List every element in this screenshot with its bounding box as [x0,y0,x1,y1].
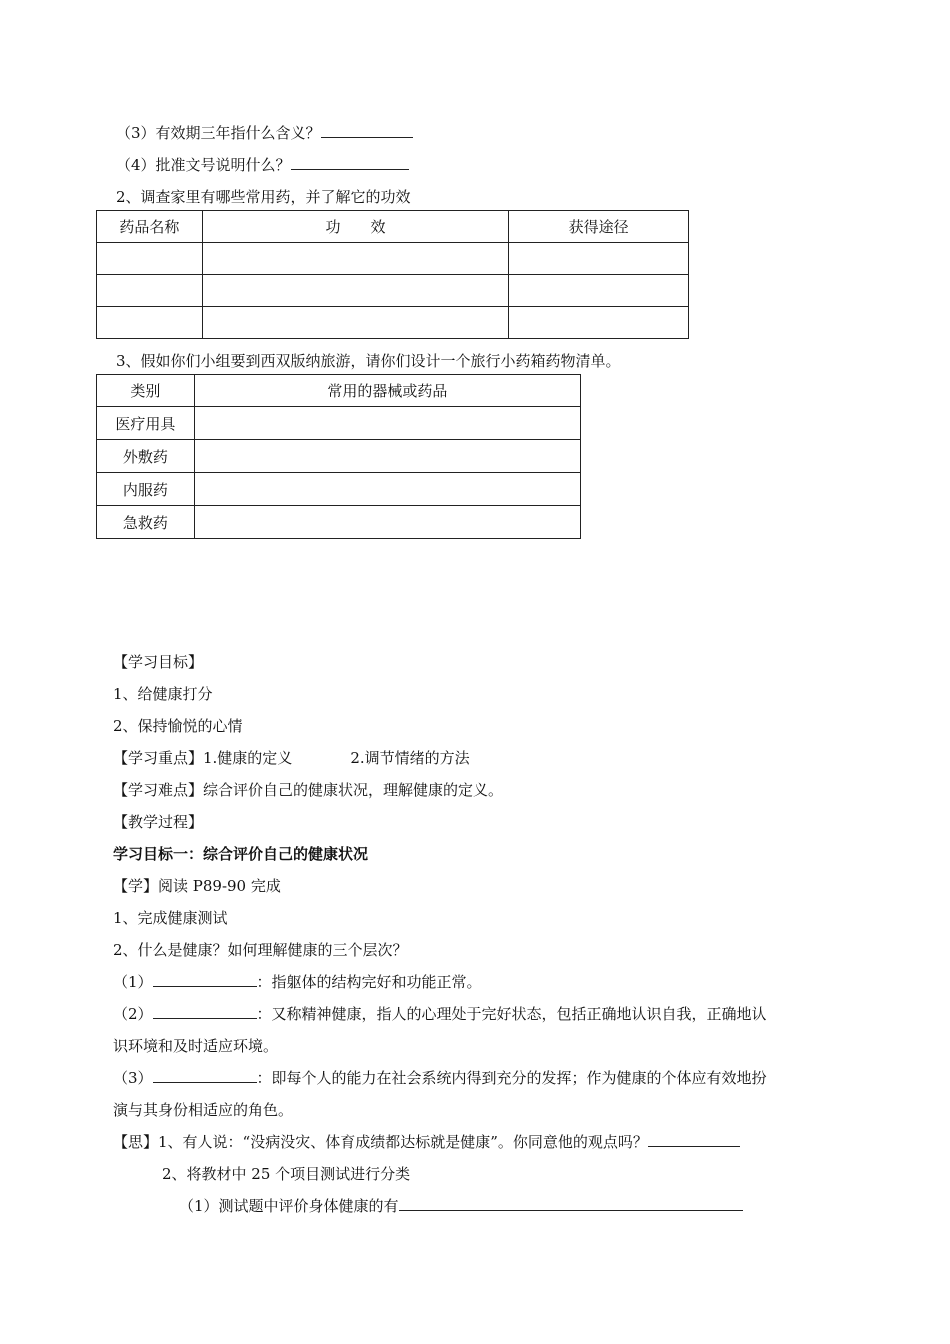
header-cell: 获得途径 [509,211,689,243]
medicine-table [96,210,689,339]
row-label: 内服药 [97,473,195,506]
table-cell[interactable] [194,506,580,539]
table-cell[interactable] [194,407,580,440]
header-cell: 功 效 [202,211,508,243]
table-cell[interactable] [202,275,508,307]
table-row [97,506,581,539]
table-row [97,243,689,275]
answer-blank[interactable] [321,123,413,138]
difficulty: 【学习难点】综合评价自己的健康状况，理解健康的定义。 [113,781,504,799]
health-level-1-prefix: （1） [113,973,153,991]
question-3 [116,123,413,143]
table-header-row [97,375,581,407]
key-points [113,748,470,768]
section-3-title: 3、假如你们小组要到西双版纳旅游，请你们设计一个旅行小药箱药物清单。 [116,352,621,370]
table-header-row [97,211,689,243]
health-level-1-text: ：指躯体的结构完好和功能正常。 [256,973,482,991]
think-question-2-sub-1-text: （1）测试题中评价身体健康的有 [179,1197,399,1215]
think-question-1 [113,1132,740,1152]
table-cell[interactable] [509,307,689,339]
table-row [97,275,689,307]
objective-1-heading: 学习目标一：综合评价自己的健康状况 [113,845,369,863]
section-2-title: 2、调查家里有哪些常用药，并了解它的功效 [116,188,411,206]
medicine-kit-table [96,374,581,539]
think-question-2: 2、将教材中 25 个项目测试进行分类 [162,1165,411,1183]
health-level-2-prefix: （2） [113,1005,153,1023]
question-4 [116,155,409,175]
row-label: 外敷药 [97,440,195,473]
answer-blank[interactable] [291,155,409,170]
row-label: 医疗用具 [97,407,195,440]
question-3-text: （3）有效期三年指什么含义？ [116,124,321,142]
answer-blank[interactable] [153,1068,257,1083]
table-cell[interactable] [509,275,689,307]
health-level-3-prefix: （3） [113,1069,153,1087]
table-row [97,440,581,473]
answer-blank[interactable] [153,1004,257,1019]
health-level-2-cont: 识环境和及时适应环境。 [113,1037,279,1055]
table-cell[interactable] [97,307,203,339]
health-level-2 [113,1004,767,1024]
goal-1: 1、给健康打分 [113,685,213,703]
think-question-1-text: 【思】1、有人说：“没病没灾、体育成绩都达标就是健康”。你同意他的观点吗？ [113,1133,648,1151]
table-cell[interactable] [97,243,203,275]
question-4-text: （4）批准文号说明什么？ [116,156,291,174]
key-point-2: 2.调节情绪的方法 [350,749,470,767]
answer-blank[interactable] [399,1196,743,1211]
table-row [97,407,581,440]
table-row [97,307,689,339]
table-cell[interactable] [202,243,508,275]
table-cell[interactable] [97,275,203,307]
answer-blank[interactable] [648,1132,740,1147]
health-level-1 [113,972,482,992]
health-level-3-text: ：即每个人的能力在社会系统内得到充分的发挥；作为健康的个体应有效地扮 [256,1069,767,1087]
table-row [97,473,581,506]
health-level-2-text: ：又称精神健康，指人的心理处于完好状态，包括正确地认识自我，正确地认 [256,1005,767,1023]
health-level-3-cont: 演与其身份相适应的角色。 [113,1101,294,1119]
table-cell[interactable] [194,473,580,506]
process-heading: 【教学过程】 [113,813,204,831]
table-cell[interactable] [202,307,508,339]
table-cell[interactable] [509,243,689,275]
key-points-label: 【学习重点】1.健康的定义 [113,749,293,767]
header-cell: 常用的器械或药品 [194,375,580,407]
think-question-2-sub-1 [179,1196,743,1216]
answer-blank[interactable] [153,972,257,987]
header-cell: 药品名称 [97,211,203,243]
header-cell: 类别 [97,375,195,407]
row-label: 急救药 [97,506,195,539]
table-cell[interactable] [194,440,580,473]
reading-instruction: 【学】阅读 P89-90 完成 [113,877,281,895]
goal-2: 2、保持愉悦的心情 [113,717,243,735]
goals-heading: 【学习目标】 [113,653,204,671]
health-level-3 [113,1068,767,1088]
item-2: 2、什么是健康？如何理解健康的三个层次？ [113,941,408,959]
item-1: 1、完成健康测试 [113,909,228,927]
